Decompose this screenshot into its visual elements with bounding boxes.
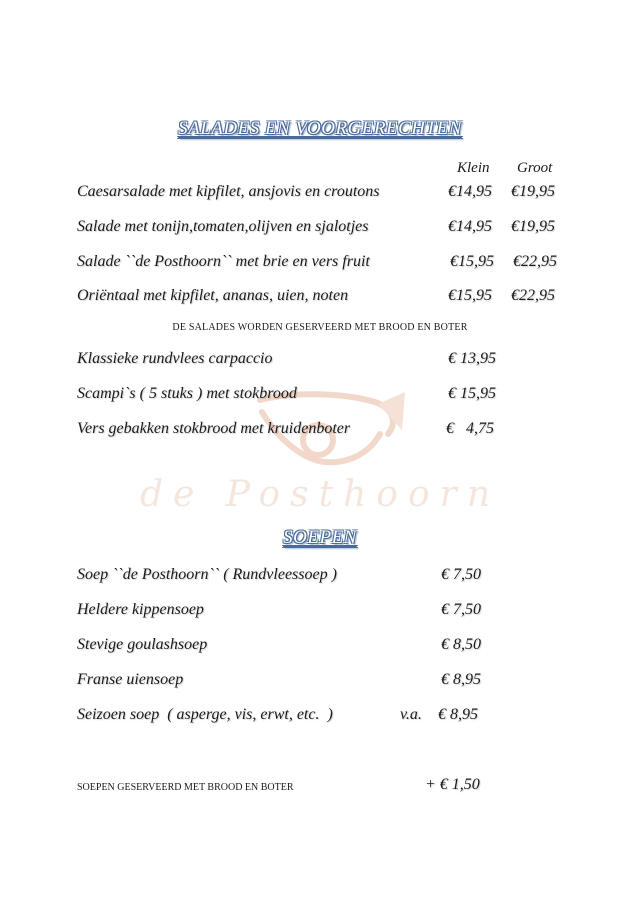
voorgerecht-item-price: € 4,75 [446,420,494,437]
soep-item-price: € 7,50 [441,566,481,583]
voorgerecht-item-name: Vers gebakken stokbrood met kruidenboter [77,420,351,437]
salade-item-price-groot: €22,95 [511,287,555,304]
logo-text: de Posthoorn [139,474,501,515]
voorgerecht-item-name: Scampi`s ( 5 stuks ) met stokbrood [77,385,297,402]
salades-note: DE SALADES WORDEN GESERVEERD MET BROOD EN BOTER [172,322,468,333]
voorgerecht-item-name: Klassieke rundvlees carpaccio [77,350,273,367]
col-groot-header: Groot [517,160,553,176]
salade-item-price-groot: €22,95 [513,253,557,270]
soep-item-price: € 8,95 [438,706,478,723]
salade-item-name: Salade ``de Posthoorn`` met brie en vers fruit [77,253,370,270]
soep-item-price: € 8,95 [441,671,481,688]
soep-item-price: € 8,50 [441,636,481,653]
soep-item-name: Franse uiensoep [77,671,184,688]
soep-item-price: € 7,50 [441,601,481,618]
soep-item-name: Soep ``de Posthoorn`` ( Rundvleessoep ) [77,566,337,583]
salade-item-price-groot: €19,95 [511,218,555,235]
salade-item-price-klein: €15,95 [450,253,494,270]
salade-item-price-klein: €14,95 [448,183,492,200]
soep-item-name: Heldere kippensoep [77,601,204,618]
soepen-note-price: + € 1,50 [425,776,480,793]
salade-item-name: Salade met tonijn,tomaten,olijven en sjalotjes [77,218,369,235]
soep-item-name: Stevige goulashsoep [77,636,208,653]
soepen-title: SOEPEN [283,527,357,548]
voorgerecht-item-price: € 15,95 [448,385,496,402]
soep-item-name: Seizoen soep ( asperge, vis, erwt, etc. ) [77,706,333,723]
soepen-note: SOEPEN GESERVEERD MET BROOD EN BOTER [77,782,294,793]
salades-title: SALADES EN VOORGERECHTEN [178,118,462,139]
salade-item-price-klein: €15,95 [448,287,492,304]
soep-item-prefix: v.a. [400,706,422,723]
salade-item-name: Caesarsalade met kipfilet, ansjovis en croutons [77,183,380,200]
salade-item-price-groot: €19,95 [511,183,555,200]
voorgerecht-item-price: € 13,95 [448,350,496,367]
salade-item-price-klein: €14,95 [448,218,492,235]
col-klein-header: Klein [457,160,490,176]
salade-item-name: Oriëntaal met kipfilet, ananas, uien, noten [77,287,349,304]
